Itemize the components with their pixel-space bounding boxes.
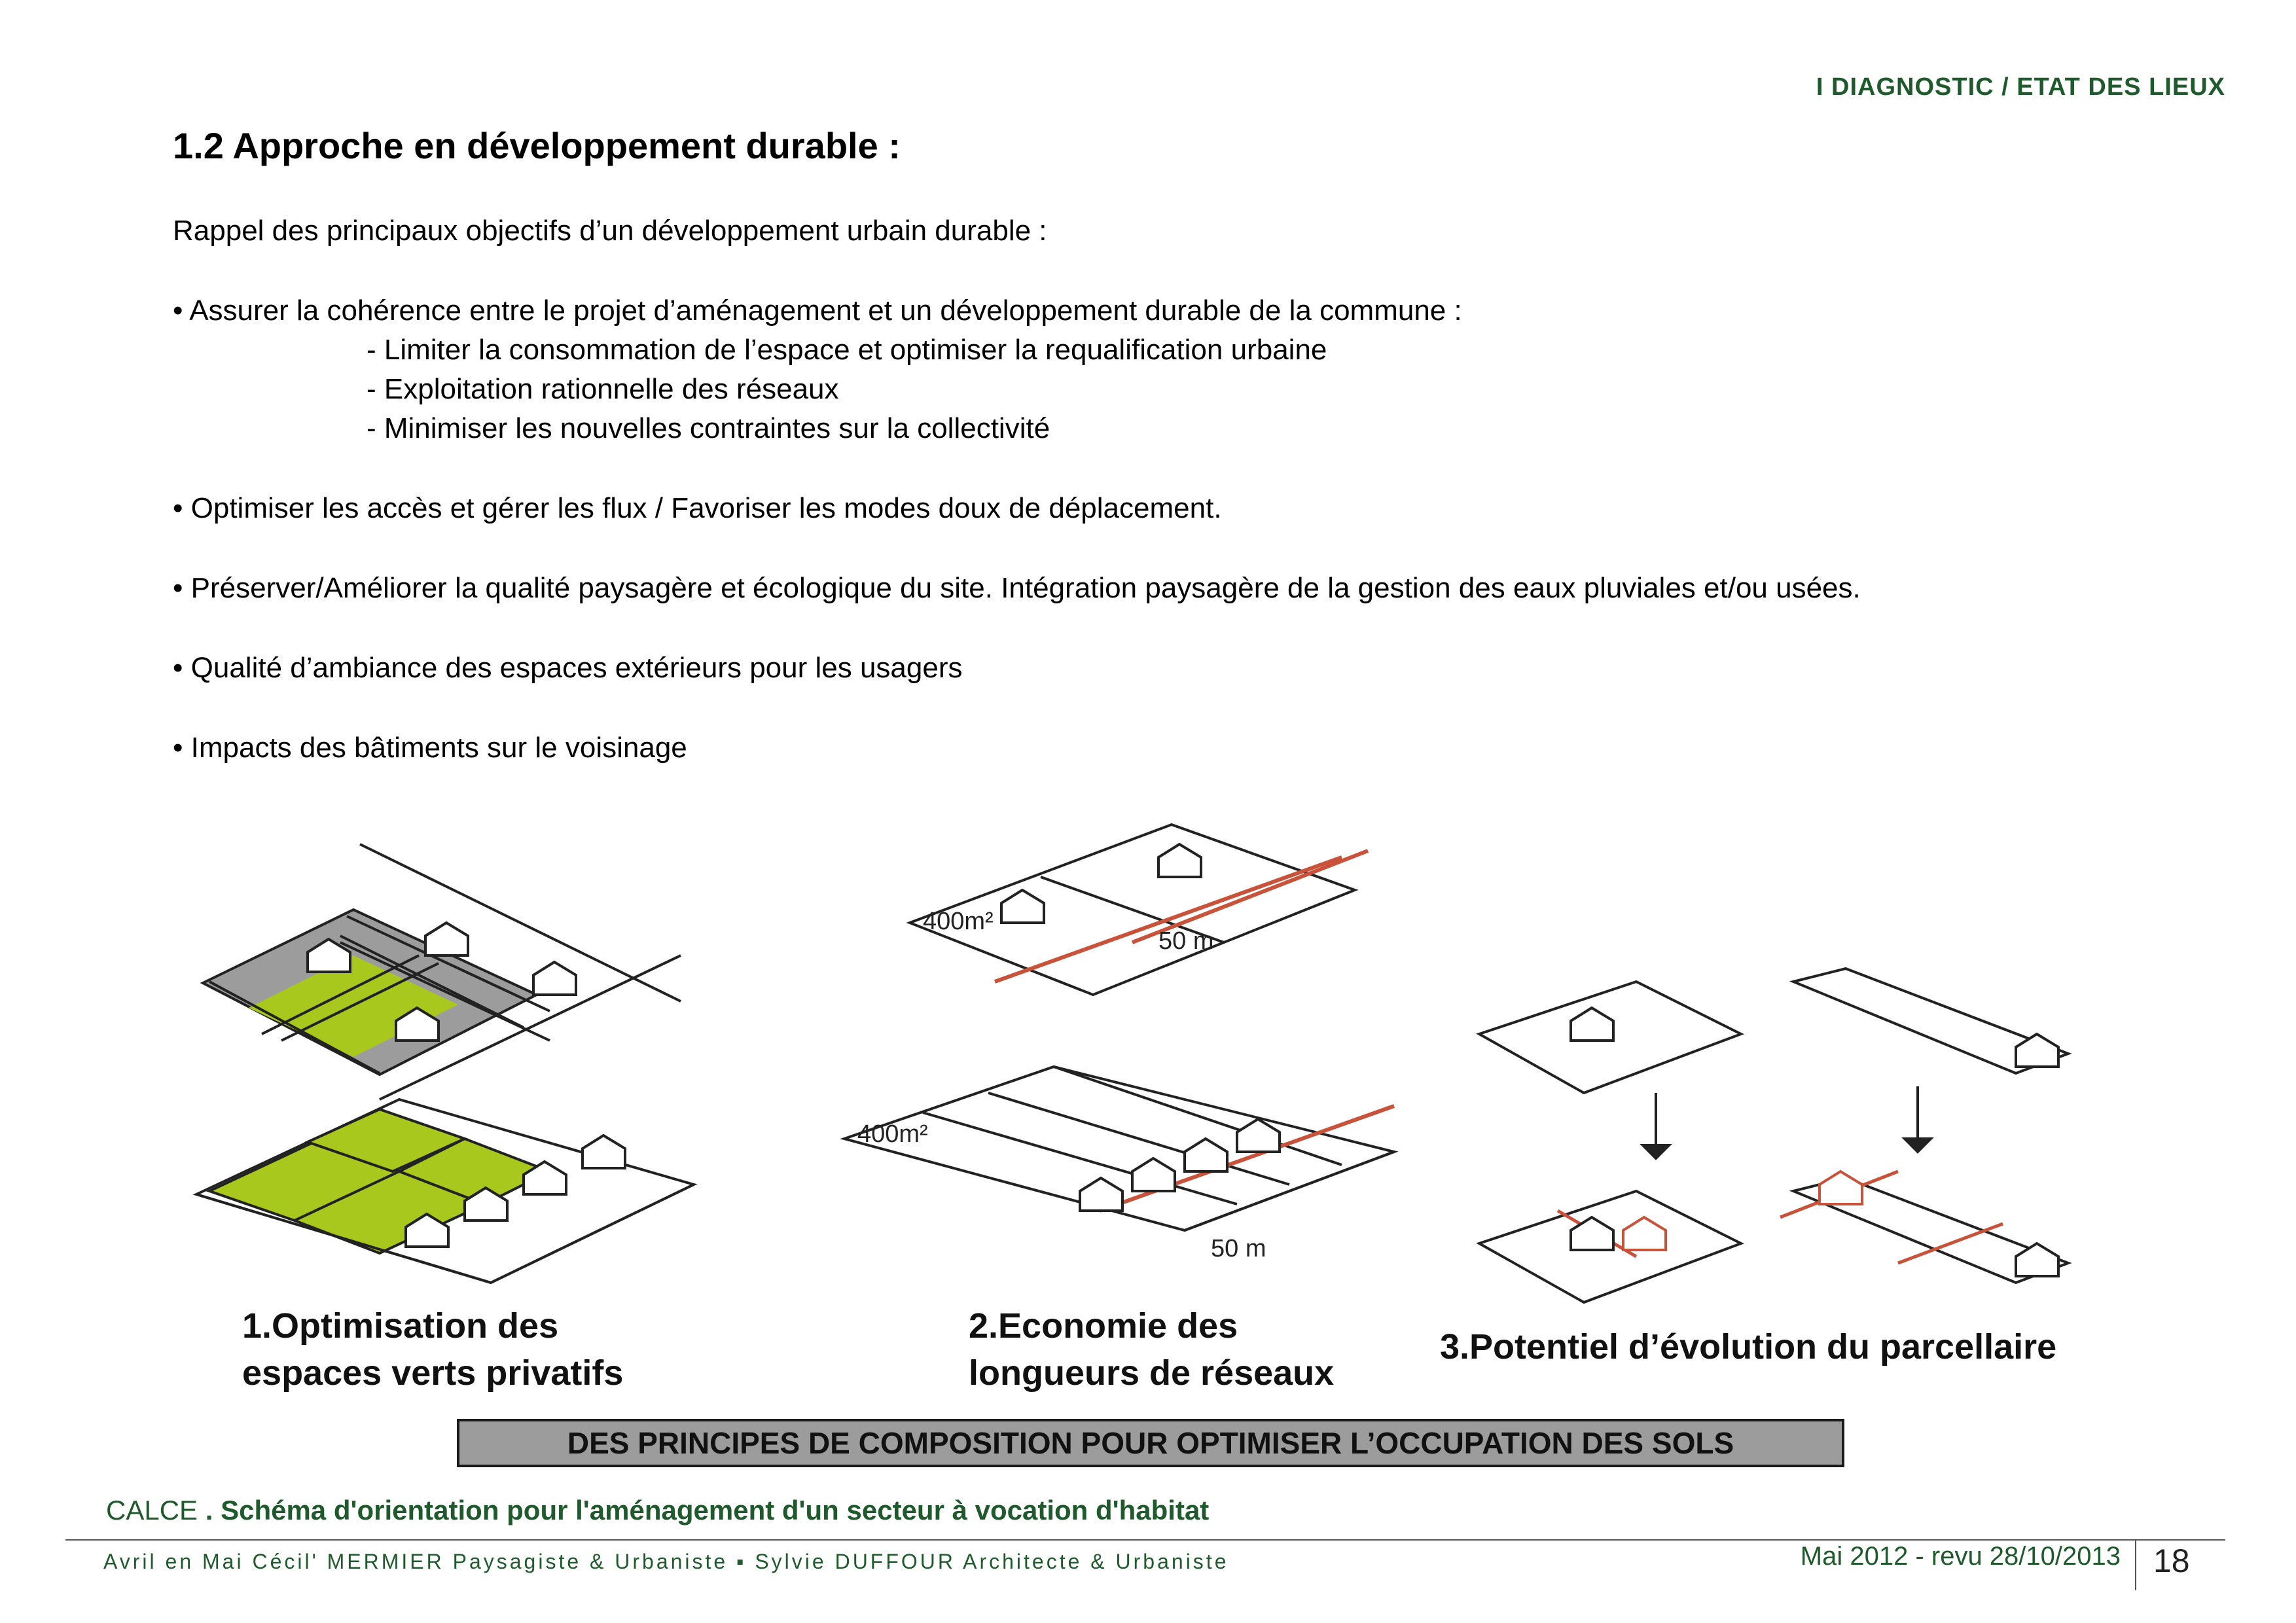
bullet-coherence: • Assurer la cohérence entre le projet d’aménagement et un développement durable de la commune : bbox=[173, 294, 1462, 327]
footer-separator: . bbox=[198, 1495, 221, 1525]
house-icon bbox=[1001, 844, 1201, 923]
bullet-paysage: • Préserver/Améliorer la qualité paysagère et écologique du site. Intégration paysagère de la gestion des eaux pluviales et/ou usées. bbox=[173, 572, 1861, 604]
caption-line-2: espaces verts privatifs bbox=[242, 1353, 624, 1393]
bullet-voisinage: • Impacts des bâtiments sur le voisinage bbox=[173, 732, 687, 764]
intro-text: Rappel des principaux objectifs d’un développement urbain durable : bbox=[173, 215, 1047, 247]
new-house-icon bbox=[1623, 1171, 1862, 1250]
footer-title bbox=[106, 1495, 1209, 1526]
footer-authors: Avril en Mai Cécil' MERMIER Paysagiste & Urbaniste ▪ Sylvie DUFFOUR Architecte & Urbaniste bbox=[103, 1550, 1229, 1573]
section-tag: I DIAGNOSTIC / ETAT DES LIEUX bbox=[1816, 73, 2225, 101]
diagram-parcellaire bbox=[1440, 955, 2121, 1309]
bullet-acces: • Optimiser les accès et gérer les flux / Favoriser les modes doux de déplacement. bbox=[173, 492, 1222, 524]
caption-diagram-1 bbox=[242, 1302, 623, 1397]
footer-vertical-divider bbox=[2135, 1539, 2136, 1590]
house-icon bbox=[1080, 1119, 1280, 1211]
sub-bullet-consommation: - Limiter la consommation de l’espace et optimiser la requalification urbaine bbox=[367, 334, 1327, 366]
footer-document-title: Schéma d'orientation pour l'aménagement d'un secteur à vocation d'habitat bbox=[221, 1495, 1210, 1525]
footer-prefix: CALCE bbox=[106, 1495, 198, 1525]
area-label-top: 400m² bbox=[923, 908, 994, 935]
footer-date: Mai 2012 - revu 28/10/2013 bbox=[1800, 1542, 2121, 1571]
length-label-top: 50 m bbox=[1158, 927, 1214, 955]
caption-line-2: longueurs de réseaux bbox=[969, 1353, 1335, 1393]
caption-line-1: 2.Economie des bbox=[969, 1306, 1238, 1346]
diagram-reseaux bbox=[818, 812, 1420, 1283]
caption-diagram-3: 3.Potentiel d’évolution du parcellaire bbox=[1440, 1327, 2057, 1366]
area-label-bottom: 400m² bbox=[857, 1120, 928, 1148]
bullet-ambiance: • Qualité d’ambiance des espaces extérieurs pour les usagers bbox=[173, 652, 963, 684]
caption-line-1: 1.Optimisation des bbox=[242, 1306, 559, 1346]
caption-diagram-2 bbox=[969, 1302, 1334, 1397]
page-number: 18 bbox=[2153, 1543, 2190, 1579]
footer-divider bbox=[65, 1539, 2225, 1541]
length-label-bottom: 50 m bbox=[1211, 1235, 1266, 1262]
principles-banner: DES PRINCIPES DE COMPOSITION POUR OPTIMISER L’OCCUPATION DES SOLS bbox=[457, 1419, 1844, 1467]
diagram-espaces-verts bbox=[183, 818, 707, 1302]
sub-bullet-contraintes: - Minimiser les nouvelles contraintes sur la collectivité bbox=[367, 412, 1050, 444]
page-title: 1.2 Approche en développement durable : bbox=[173, 125, 901, 166]
sub-bullet-reseaux: - Exploitation rationnelle des réseaux bbox=[367, 373, 839, 405]
